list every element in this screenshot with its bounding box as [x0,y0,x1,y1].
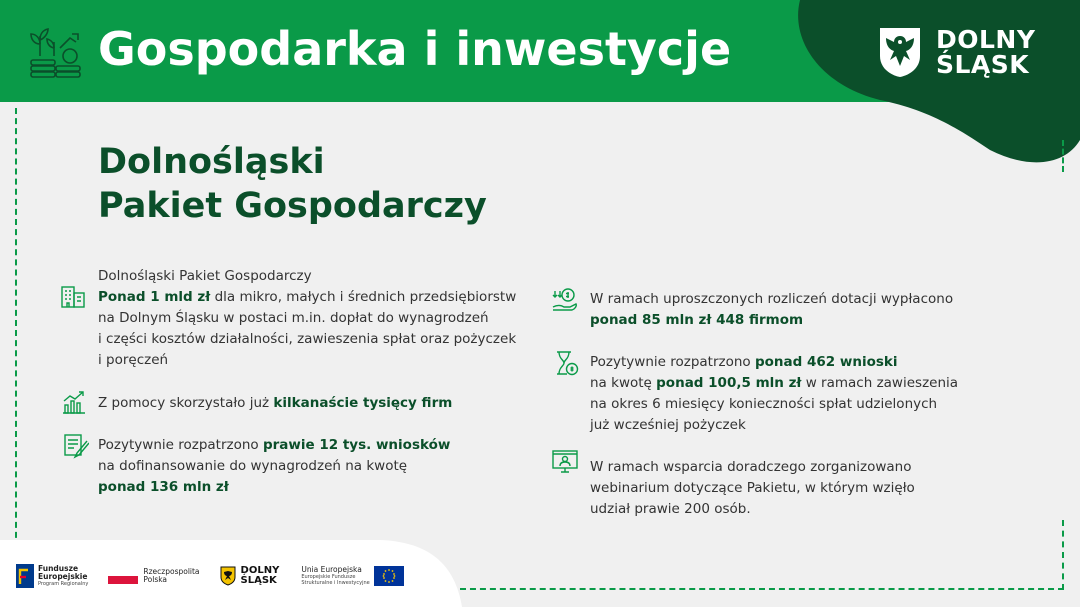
logo-line2: ŚLĄSK [936,50,1030,79]
highlight-text: ponad 462 wnioski [754,354,898,370]
dashed-border-right-bottom [1062,520,1064,590]
highlight-text: kilkanaście tysięcy firm [273,395,453,411]
polish-flag-icon [108,568,138,584]
block-text: Dolnośląski Pakiet Gospodarczy [98,268,312,284]
highlight-text: Ponad 1 mld zł [98,289,211,305]
dashed-border-right-top [1062,140,1064,172]
hourglass-coin-icon [553,350,579,376]
fundusze-europejskie-logo [16,564,88,588]
left-block-1 [98,266,516,371]
block-text: na Dolnym Śląsku w postaci m.in. dopłat do wynagrodzeń [98,310,489,326]
webinar-screen-icon [552,448,578,474]
block-text: W ramach wsparcia doradczego zorganizowano [590,459,912,475]
block-text: W ramach uproszczonych rozliczeń dotacji wypłacono [590,291,954,307]
office-building-icon [60,283,86,309]
block-text: na dofinansowanie do wynagrodzeń na kwotę [98,458,408,474]
page-header-title: Gospodarka i inwestycje [98,22,732,76]
dolny-slask-logo [878,26,1035,78]
block-text: na kwotę [590,375,657,391]
rp-line1: Rzeczpospolita [143,567,200,576]
unia-europejska-logo [301,566,403,586]
main-title [98,140,487,228]
main-title-line2: Pakiet Gospodarczy [98,186,487,226]
block-text: Pozytywnie rozpatrzono [98,437,263,453]
eu-flag-icon [374,566,404,586]
rp-line2: Polska [143,575,168,584]
rzeczpospolita-logo [108,568,199,584]
right-block-3 [590,457,915,520]
plant-growth-coins-icon [28,26,82,78]
main-title-line1: Dolnośląski [98,142,325,182]
highlight-text: ponad 85 mln zł 448 firmom [590,312,804,328]
block-text: na okres 6 miesięcy konieczności spłat udzielonych [590,396,938,412]
ue-line1: Unia Europejska [301,565,362,574]
highlight-text: ponad 100,5 mln zł [656,375,802,391]
dashed-border-left [15,108,17,548]
logo-text [936,27,1035,77]
eagle-shield-icon [878,26,922,78]
right-block-1 [590,289,953,331]
block-text: Pozytywnie rozpatrzono [590,354,755,370]
footer-logos [16,558,404,594]
left-block-3 [98,435,450,498]
fe-line2: Europejskie [38,572,88,581]
ds-line1: DOLNY [240,565,280,576]
block-text: i części kosztów działalności, zawieszenia spłat oraz pożyczek [98,331,517,347]
dashed-border-bottom [460,588,1064,590]
block-text: Z pomocy skorzystało już [98,395,274,411]
money-hand-icon [552,287,578,313]
footer-shield-icon [220,566,236,586]
document-sign-icon [63,433,89,459]
highlight-text: prawie 12 tys. wniosków [262,437,451,453]
growth-chart-icon [61,389,87,415]
ue-line2: Europejskie Fundusze [301,574,356,580]
fe-star-icon [16,564,34,588]
block-text: i poręczeń [98,352,169,368]
fe-line1: Fundusze [38,564,79,573]
left-block-2 [98,393,452,414]
block-text: już wcześniej pożyczek [590,417,746,433]
block-text: w ramach zawieszenia [801,375,959,391]
ue-line3: Strukturalne i Inwestycyjne [301,580,370,586]
ds-line2: ŚLĄSK [240,575,277,586]
block-text: udział prawie 200 osób. [590,501,751,517]
block-text: webinarium dotyczące Pakietu, w którym wzięło [590,480,915,496]
fe-line3: Program Regionalny [38,581,89,587]
dolny-slask-footer-logo [220,566,280,586]
right-block-2 [590,352,958,436]
highlight-text: ponad 136 mln zł [98,479,229,495]
logo-line1: DOLNY [936,25,1036,54]
block-text: dla mikro, małych i średnich przedsiębiorstw [210,289,517,305]
